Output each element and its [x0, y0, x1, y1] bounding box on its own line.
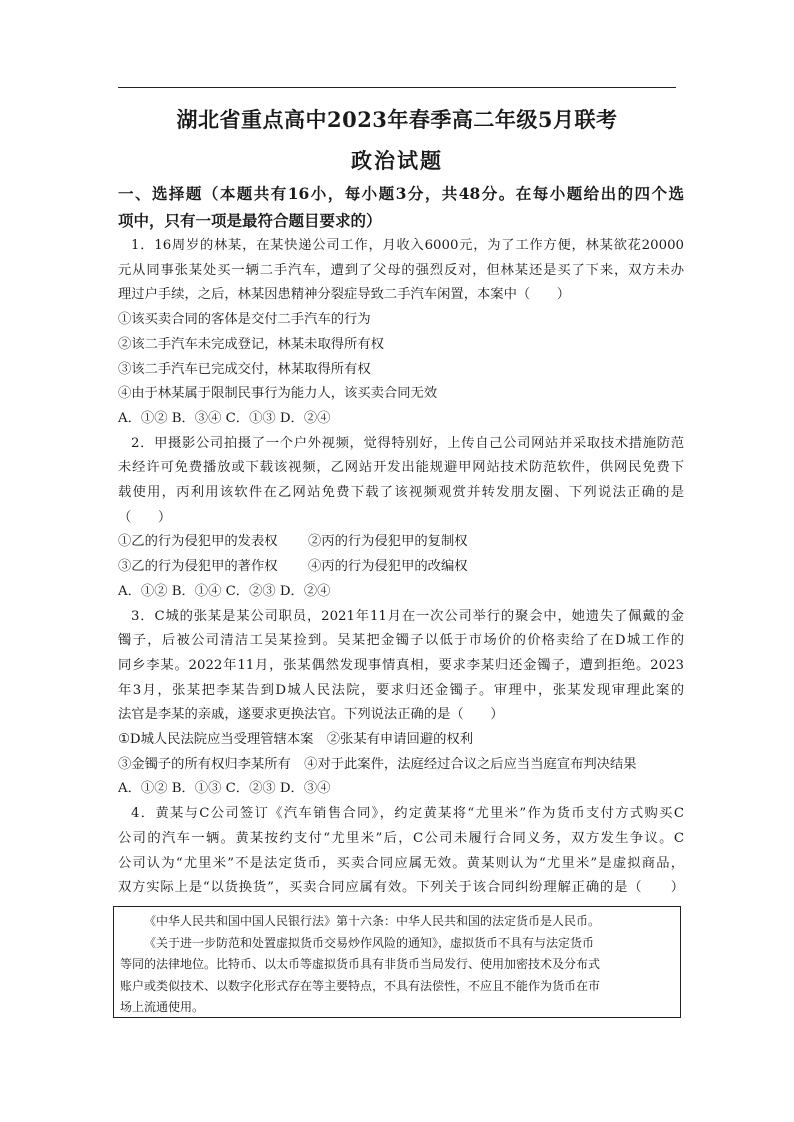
question-2 [118, 432, 684, 605]
section-heading: 一、选择题（本题共有16小，每小题3分，共48分。在每小题给出的四个选 [118, 184, 684, 203]
question-text: 法官是李某的亲戚，遂要求更换法官。下列说法正确的是（ ） [118, 707, 504, 723]
option: ②丙的行为侵犯甲的复制权 [308, 534, 468, 550]
question-text: 载使用，丙利用该软件在乙网站免费下载了该视频观赏并转发朋友圈、下列说法正确的是 [118, 485, 684, 501]
option: ①乙的行为侵犯甲的发表权 [118, 534, 278, 550]
option: ③该二手汽车已完成交付，林某取得所有权 [118, 361, 371, 377]
exam-subject: 政治试题 [351, 148, 443, 173]
material-paragraph: 《中华人民共和国中国人民银行法》第十六条：中华人民共和国的法定货币是人民币。 [144, 914, 601, 928]
question-3 [118, 605, 684, 803]
material-paragraph-cont: 场上流通使用。 [120, 1000, 205, 1015]
question-text: 3．C城的张某是某公司职员，2021年11月在一次公司举行的聚会中，她遗失了佩戴的金 [131, 608, 684, 624]
option-row [118, 555, 684, 580]
answer-choices: A．①② B．①④ C．②③ D．②④ [118, 583, 331, 599]
exam-title: 湖北省重点高中2023年春季高二年级5月联考 [176, 107, 618, 132]
question-text: （ ） [118, 509, 172, 525]
option-row [118, 530, 684, 555]
question-1 [118, 234, 684, 432]
question-text: 镯子，后被公司清洁工吴某捡到。吴某把金镯子以低于市场价的价格卖给了在D城工作的 [118, 633, 684, 649]
option: ④由于林某属于限制民事行为能力人，该买卖合同无效 [118, 386, 438, 402]
question-text: 双方实际上是“以货换货”，买卖合同应属有效。下列关于该合同纠纷理解正确的是（ ） [118, 880, 684, 896]
question-text: 4．黄某与C公司签订《汽车销售合同》，约定黄某将“尤里米”作为货币支付方式购买C [131, 806, 684, 822]
question-text: 公司的汽车一辆。黄某按约支付“尤里米”后，C公司未履行合同义务，双方发生争议。C [118, 830, 684, 846]
section-heading-cont: 项中，只有一项是最符合题目要求的） [118, 211, 382, 230]
question-text: 未经许可免费播放或下载该视频，乙网站开发出能规避甲网站技术防范软件，供网民免费下 [118, 460, 684, 476]
question-4 [118, 802, 684, 901]
question-text: 同乡李某。2022年11月，张某偶然发现事情真相，要求李某归还金镯子，遭到拒绝。2023 [118, 657, 684, 673]
option: ①该买卖合同的客体是交付二手汽车的行为 [118, 312, 371, 328]
header-rule [118, 87, 676, 88]
question-text: 1．16周岁的林某，在某快递公司工作，月收入6000元，为了工作方便，林某欲花20000 [131, 238, 684, 253]
material-paragraph: 《关于进一步防范和处置虚拟货币交易炒作风险的通知》，虚拟货币不具有与法定货币 [144, 935, 595, 950]
material-box [113, 906, 681, 1018]
answer-choices: A．①② B．①③ C．②③ D．③④ [118, 781, 331, 797]
exam-content [118, 180, 684, 901]
question-text: 元从同事张某处买一辆二手汽车，遭到了父母的强烈反对，但林某还是买了下来，双方未办 [118, 262, 684, 278]
question-text: 公司认为“尤里米”不是法定货币，买卖合同应属无效。黄某则认为“尤里米”是虚拟商品， [118, 855, 684, 871]
question-text: 2．甲摄影公司拍摄了一个户外视频，觉得特别好，上传自己公司网站并采取技术措施防范 [131, 435, 684, 451]
material-paragraph-cont: 账户或类似技术、以数字化形式存在等主要特点，不具有法偿性，不应且不能作为货币在市 [120, 978, 601, 993]
option-row: ①D城人民法院应当受理管辖本案 ②张某有申请回避的权利 [118, 732, 474, 748]
answer-choices: A．①② B．③④ C．①③ D．②④ [118, 410, 331, 426]
option: ④丙的行为侵犯甲的改编权 [308, 559, 468, 575]
question-text: 年3月，张某把李某告到D城人民法院，要求归还金镯子。审理中，张某发现审理此案的 [118, 682, 684, 698]
option: ③乙的行为侵犯甲的著作权 [118, 559, 278, 575]
option: ②该二手汽车未完成登记，林某未取得所有权 [118, 336, 384, 352]
question-text: 理过户手续，之后，林某因患精神分裂症导致二手汽车闲置，本案中（ ） [118, 287, 571, 303]
option-row: ③金镯子的所有权归李某所有 ④对于此案件，法庭经过合议之后应当当庭宣布判决结果 [118, 756, 637, 772]
material-paragraph-cont: 等同的法律地位。比特币、以太币等虚拟货币具有非货币当局发行、使用加密技术及分布式 [120, 957, 601, 972]
